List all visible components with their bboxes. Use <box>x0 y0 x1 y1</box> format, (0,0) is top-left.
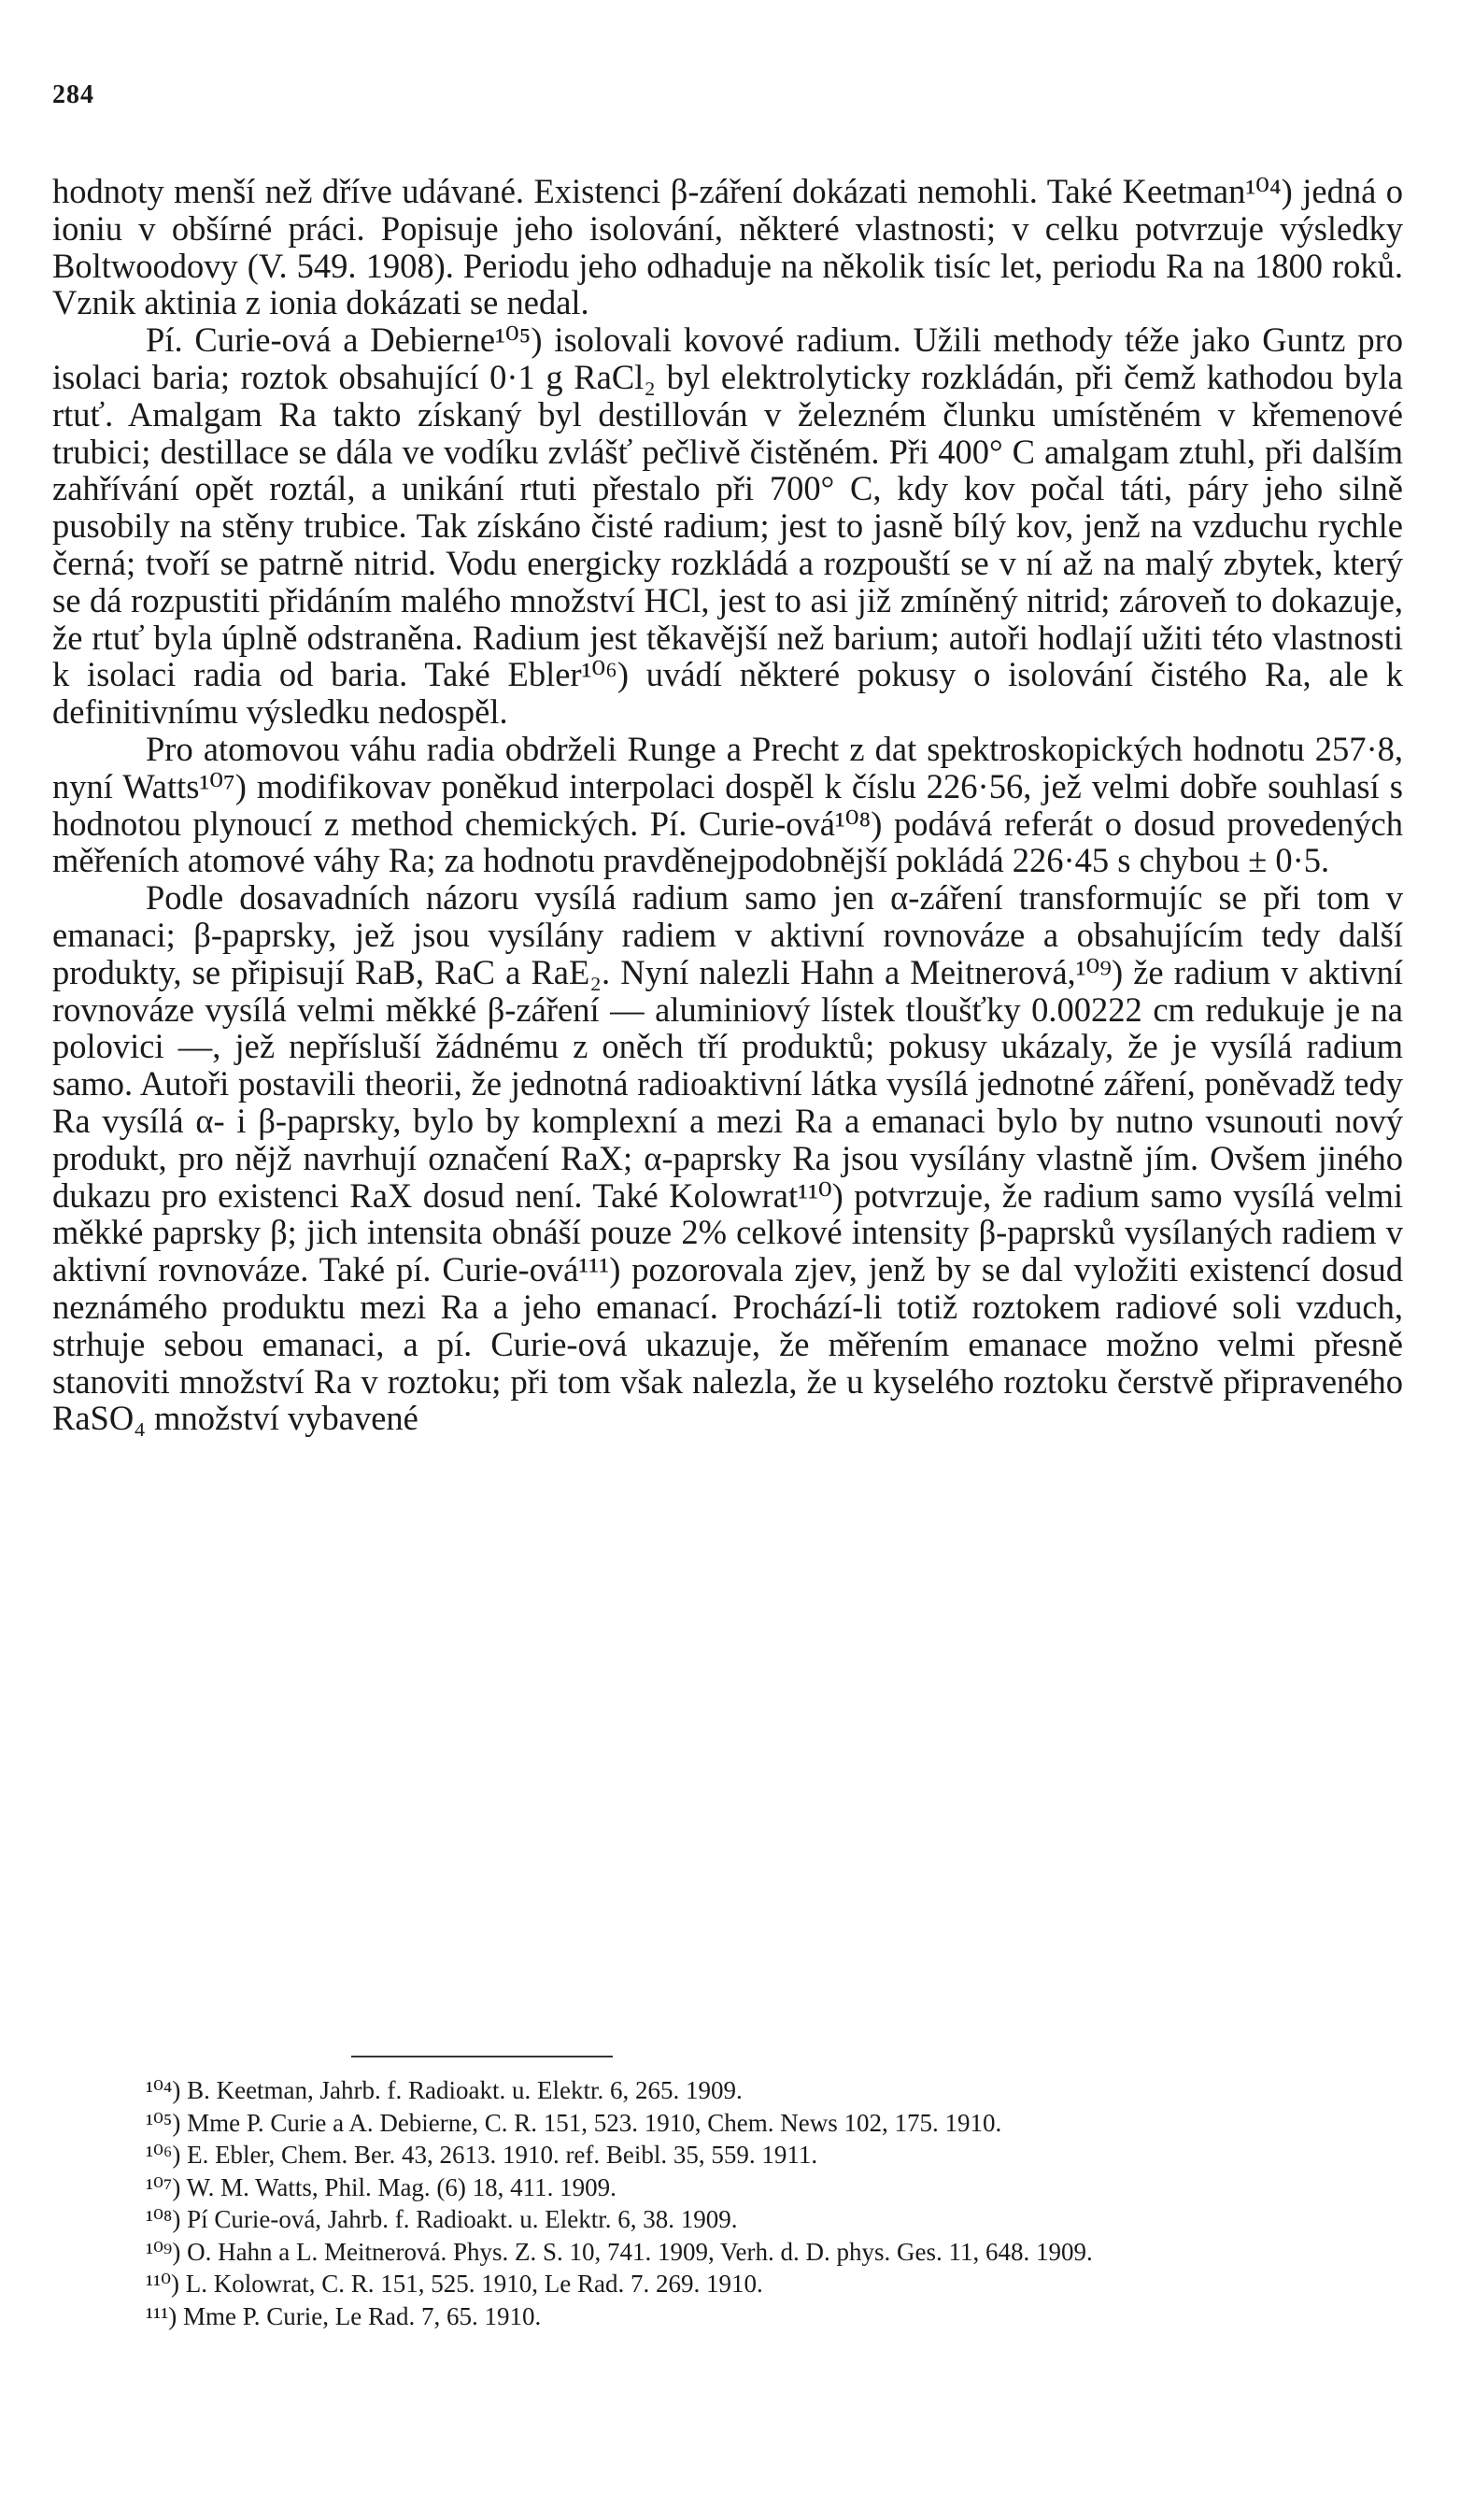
footnote-104: ¹⁰⁴) B. Keetman, Jahrb. f. Radioakt. u. Elektr. 6, 265. 1909. <box>146 2076 743 2104</box>
paragraph-1: hodnoty menší než dříve udávané. Existenci β-záření dokázati nemohli. Také Keetman¹⁰⁴) jedná o ioniu v obšírné práci. Popisuje jeho isolování, některé vlastnosti; v celku potvrzuje výsledky Boltwoodovy (V. 549. 1908). Periodu jeho odhaduje na několik tisíc let, periodu Ra na 1800 roků. Vznik aktinia z ionia dokázati se nedal. <box>52 172 1403 322</box>
paragraph-3: Pro atomovou váhu radia obdrželi Runge a Precht z dat spektroskopických hodnotu 257·8, nyní Watts¹⁰⁷) modifikovav poněkud interpolaci dospěl k číslu 226·56, jež velmi dobře souhlasí s hodnotou plynoucí z method chemických. Pí. Curie-ová¹⁰⁸) podává referát o dosud provedených měřeních atomové váhy Ra; za hodnotu pravděnejpodobnější pokládá 226·45 s chybou ± 0·5. <box>52 729 1403 880</box>
paragraph-4: Podle dosavadních názoru vysílá radium samo jen α-záření transformujíc se při tom v emanaci; β-paprsky, jež jsou vysílány radiem v aktivní rovnováze a obsahujícím tedy další produkty, se připisují RaB, RaC a RaE₂. Nyní nalezli Hahn a Meitnerová,¹⁰⁹) že radium v aktivní rovnováze vysílá velmi měkké β-záření — aluminiový lístek tloušťky 0.00222 cm redukuje je na polovici —, jež nepřísluší žádnému z oněch tří produktů; pokusy ukázaly, že je vysílá radium samo. Autoři postavili theorii, že jednotná radioaktivní látka vysílá jednotné záření, poněvadž tedy Ra vysílá α- i β-paprsky, bylo by komplexní a mezi Ra a emanaci bylo by nutno vsunouti nový produkt, pro nějž navrhují označení RaX; α-paprsky Ra jsou vysílány vlastně jím. Ovšem jiného dukazu pro existenci RaX dosud není. Také Kolowrat¹¹⁰) potvrzuje, že radium samo vysílá velmi měkké paprsky β; jich intensita obnáší pouze 2% celkové intensity β-paprsků vysílaných radiem v aktivní rovnováze. Také pí. Curie-ová¹¹¹) pozorovala zjev, jenž by se dal vyložiti existencí dosud neznámého produktu mezi Ra a jeho emanací. Prochází-li totiž roztokem radiové soli vzduch, strhuje sebou emanaci, a pí. Curie-ová ukazuje, že měřením emanace možno velmi přesně stanoviti množství Ra v roztoku; při tom však nalezla, že u kyselého roztoku čerstvě připraveného RaSO₄ množství vybavené <box>52 878 1403 1438</box>
main-text <box>52 173 1403 1437</box>
footnotes <box>52 2074 1403 2332</box>
footnote-111: ¹¹¹) Mme P. Curie, Le Rad. 7, 65. 1910. <box>146 2301 542 2330</box>
footnote-110: ¹¹⁰) L. Kolowrat, C. R. 151, 525. 1910, Le Rad. 7. 269. 1910. <box>146 2270 763 2298</box>
footnote-divider <box>351 2056 613 2057</box>
footnote-106: ¹⁰⁶) E. Ebler, Chem. Ber. 43, 2613. 1910. ref. Beibl. 35, 559. 1911. <box>146 2141 818 2169</box>
footnote-105: ¹⁰⁵) Mme P. Curie a A. Debierne, C. R. 151, 523. 1910, Chem. News 102, 175. 1910. <box>146 2108 1002 2137</box>
page-number: 284 <box>52 80 94 109</box>
footnote-108: ¹⁰⁸) Pí Curie-ová, Jahrb. f. Radioakt. u. Elektr. 6, 38. 1909. <box>146 2205 738 2233</box>
footnote-107: ¹⁰⁷) W. M. Watts, Phil. Mag. (6) 18, 411. 1909. <box>146 2172 617 2201</box>
paragraph-2: Pí. Curie-ová a Debierne¹⁰⁵) isolovali kovové radium. Užili methody téže jako Guntz pro isolaci baria; roztok obsahující 0·1 g RaCl₂ byl elektrolyticky rozkládán, při čemž kathodou byla rtuť. Amalgam Ra takto získaný byl destillován v železném člunku umístěném v křemenové trubici; destillace se dála ve vodíku zvlášť pečlivě čistěném. Při 400° C amalgam ztuhl, při dalším zahřívání opět roztál, a unikání rtuti přestalo při 700° C, kdy kov počal táti, páry jeho silně pusobily na stěny trubice. Tak získáno čisté radium; jest to jasně bílý kov, jenž na vzduchu rychle černá; tvoří se patrně nitrid. Vodu energicky rozkládá a rozpouští se v ní až na malý zbytek, který se dá rozpustiti přidáním malého množství HCl, jest to asi již zmíněný nitrid; zároveň to dokazuje, že rtuť byla úplně odstraněna. Radium jest těkavější než barium; autoři hodlají užiti této vlastnosti k isolaci radia od baria. Také Ebler¹⁰⁶) uvádí některé pokusy o isolování čistého Ra, ale k definitivnímu výsledku nedospěl. <box>52 320 1403 732</box>
footnote-109: ¹⁰⁹) O. Hahn a L. Meitnerová. Phys. Z. S. 10, 741. 1909, Verh. d. D. phys. Ges. 11, 648. 1909. <box>146 2237 1093 2266</box>
